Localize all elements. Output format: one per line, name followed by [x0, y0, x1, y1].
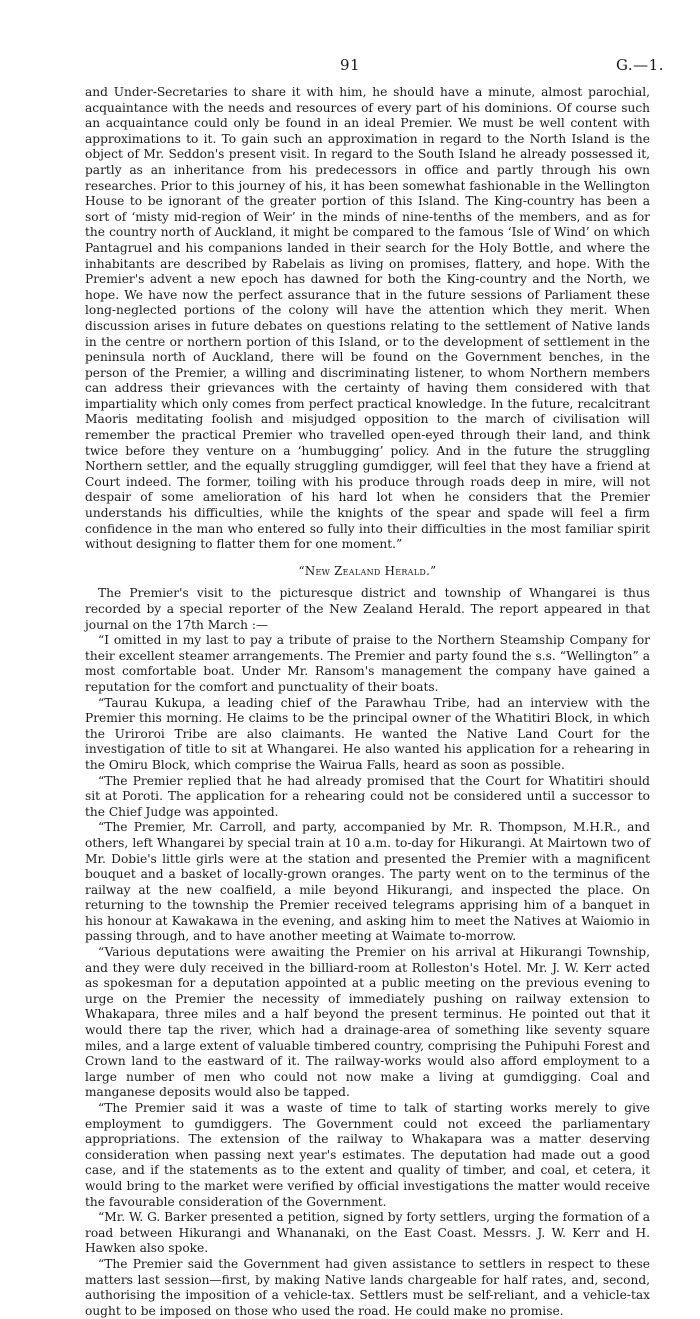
paragraph: “Taurau Kukupa, a leading chief of the Parawhau Tribe, had an interview with the Premier this morning. He claims to be the principal owner of the Whatitiri Block, in which the Uriroroi Tribe are also claimants. He wanted the Native Land Court for the investigation of title to sit at Whangarei. He also wanted his application for a rehearing in the Omiru Block, which comprise the Wairua Falls, heard as soon as possible. [85, 695, 650, 772]
document-reference: G.—1. [615, 56, 664, 74]
paragraph: “Various deputations were awaiting the Premier on his arrival at Hikurangi Township, and they were duly received in the billiard-room at Rolleston's Hotel. Mr. J. W. Kerr acted as spokesman for a deputation appointed at a public meeting on the previous evening to urge on the Premier the necessity of immediately pushing on railway extension to Whakapara, three miles and a half beyond the present terminus. He pointed out that it would there tap the river, which had a drainage-area of something like seventy square miles, and a large extent of valuable timbered country, comprising the Puhipuhi Forest and Crown land to the eastward of it. The railway-works would also afford employment to a large number of men who could not now make a living at gumdigging. Coal and manganese deposits would also be tapped. [85, 945, 650, 1100]
paragraph: and Under-Secretaries to share it with him, he should have a minute, almost parochial, acquaintance with the needs and resources of every part of his dominions. Of course such an acquaintance could only be found in an ideal Premier. We must be well content with approximations to it. To gain such an approximation in regard to the North Island is the object of Mr. Seddon's present visit. In regard to the South Island he already possessed it, partly as an inheritance from his predecessors in office and partly through his own researches. Prior to this journey of his, it has been somewhat fashionable in the Wellington House to be ignorant of the greater portion of this Island. The King-country has been a sort of ‘misty mid-region of Weir’ in the minds of nine-tenths of the members, and as for the country north of Auckland, it might be compared to the famous ‘Isle of Wind’ on which Pantagruel and his companions landed in their search for the Holy Bottle, and where the inhabitants are described by Rabelais as living on promises, flattery, and hope. With the Premier's advent a new epoch has dawned for both the King-country and the North, we hope. We have now the perfect assurance that in the future sessions of Parliament these long-neglected portions of the colony will have the attention which they merit. When discussion arises in future debates on questions relating to the settlement of Native lands in the centre or northern portion of this Island, or to the development of settlement in the peninsula north of Auckland, there will be found on the Government benches, in the person of the Premier, a willing and discriminating listener, to whom Northern members can address their grievances with the certainty of having them considered with that impartiality which only comes from perfect practical knowledge. In the future, recalcitrant Maoris meditating foolish and misjudged opposition to the march of civilisation will remember the practical Premier who travelled open-eyed through their land, and think twice before they venture on a ‘humbugging’ policy. And in the future the struggling Northern settler, and the equally struggling gumdigger, will feel that they have a friend at Court indeed. The former, toiling with his produce through roads deep in mire, will not despair of some amelioration of his hard lot when he considers that the Premier understands his difficulties, while the knights of the spear and spade will feel a firm confidence in the man who entered so fully into their difficulties in the most familiar spirit without designing to flatter them for one moment.” [85, 85, 650, 552]
paragraph: “The Premier said it was a waste of time to talk of starting works merely to give employment to gumdiggers. The Government could not exceed the parliamentary appropriations. The extension of the railway to Whakapara was a matter deserving consideration when passing next year's estimates. The deputation had made out a good case, and if the statements as to the extent and quality of timber, and coal, et cetera, it would bring to the market were verified by official investigations the matter would receive the favourable consideration of the Government. [85, 1101, 650, 1209]
paragraph: “The Premier, Mr. Carroll, and party, accompanied by Mr. R. Thompson, M.H.R., and others, left Whangarei by special train at 10 a.m. to-day for Hikurangi. At Mairtown two of Mr. Dobie's little girls were at the station and presented the Premier with a magnificent bouquet and a basket of locally-grown oranges. The party went on to the terminus of the railway at the new coalfield, a mile beyond Hikurangi, and inspected the place. On returning to the township the Premier received telegrams apprising him of a banquet in his honour at Kawakawa in the evening, and asking him to meet the Natives at Waiomio in passing through, and to have another meeting at Waimate to-morrow. [85, 820, 650, 944]
paragraph: “The Premier said the Government had given assistance to settlers in respect to these matters last session—first, by making Native lands chargeable for half rates, and, second, authorising the imposition of a vehicle-tax. Settlers must be self-reliant, and a vehicle-tax ought to be imposed on those who used the road. He could make no promise. [85, 1256, 650, 1318]
paragraph: The Premier's visit to the picturesque district and township of Whangarei is thus recorded by a special reporter of the New Zealand Herald. The report appeared in that journal on the 17th March :— [85, 586, 650, 632]
section-heading: “New Zealand Herald.” [298, 563, 437, 578]
document-body [85, 85, 650, 1319]
paragraph: “I omitted in my last to pay a tribute of praise to the Northern Steamship Company for their excellent steamer arrangements. The Premier and party found the s.s. “Wellington” a most comfortable boat. Under Mr. Ransom's management the company have gained a reputation for the comfort and punctuality of their boats. [85, 633, 650, 694]
paragraph: “Mr. W. G. Barker presented a petition, signed by forty settlers, urging the formation of a road between Hikurangi and Whananaki, on the East Coast. Messrs. J. W. Kerr and H. Hawken also spoke. [85, 1210, 650, 1256]
paragraph: “The Premier replied that he had already promised that the Court for Whatitiri should sit at Poroti. The application for a rehearing could not be considered until a successor to the Chief Judge was appointed. [85, 773, 650, 819]
page-number: 91 [339, 56, 361, 74]
